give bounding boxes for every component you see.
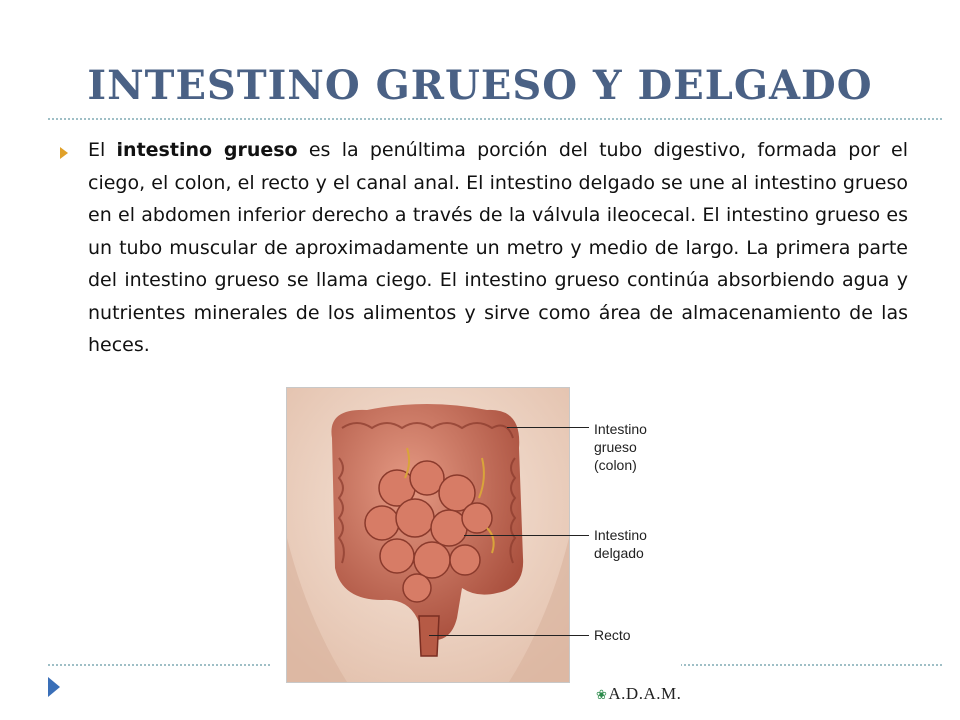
label-rectum: Recto xyxy=(594,627,631,643)
top-divider xyxy=(48,118,942,120)
bullet-arrow-icon xyxy=(60,147,68,159)
paragraph-rest: es la penúltima porción del tubo digestivo, formada por el ciego, el colon, el recto y el canal anal. El intestino delgado se une al intestino grueso en el abdomen inferior derecho a través de la válvula ileocecal. El intestino grueso es un tubo muscular de aproximadamente un metro y medio de largo. La primera parte del intestino grueso se llama ciego. El intestino grueso continúa absorbiendo agua y nutrientes minerales de los alimentos y sirve como área de almacenamiento de las heces. xyxy=(88,139,909,356)
paragraph-bold-term: intestino grueso xyxy=(116,139,298,161)
intestine-figure xyxy=(271,382,681,704)
leader-line-rectum xyxy=(429,635,589,636)
adam-credit xyxy=(596,684,681,704)
adam-credit-text: A.D.A.M. xyxy=(608,684,682,703)
label-large-intestine: Intestino grueso (colon) xyxy=(594,421,647,473)
label-small-intestine: Intestino delgado xyxy=(594,527,647,561)
slide-title: INTESTINO GRUESO Y DELGADO xyxy=(87,62,873,109)
rectum-shape xyxy=(419,616,439,656)
paragraph-intro: El xyxy=(88,139,117,161)
leader-line-small-intestine xyxy=(464,535,589,536)
body-paragraph xyxy=(88,134,908,362)
leaf-logo-icon: ❀ xyxy=(596,687,608,702)
leader-line-colon xyxy=(507,427,589,428)
next-slide-arrow-icon[interactable] xyxy=(48,677,60,697)
